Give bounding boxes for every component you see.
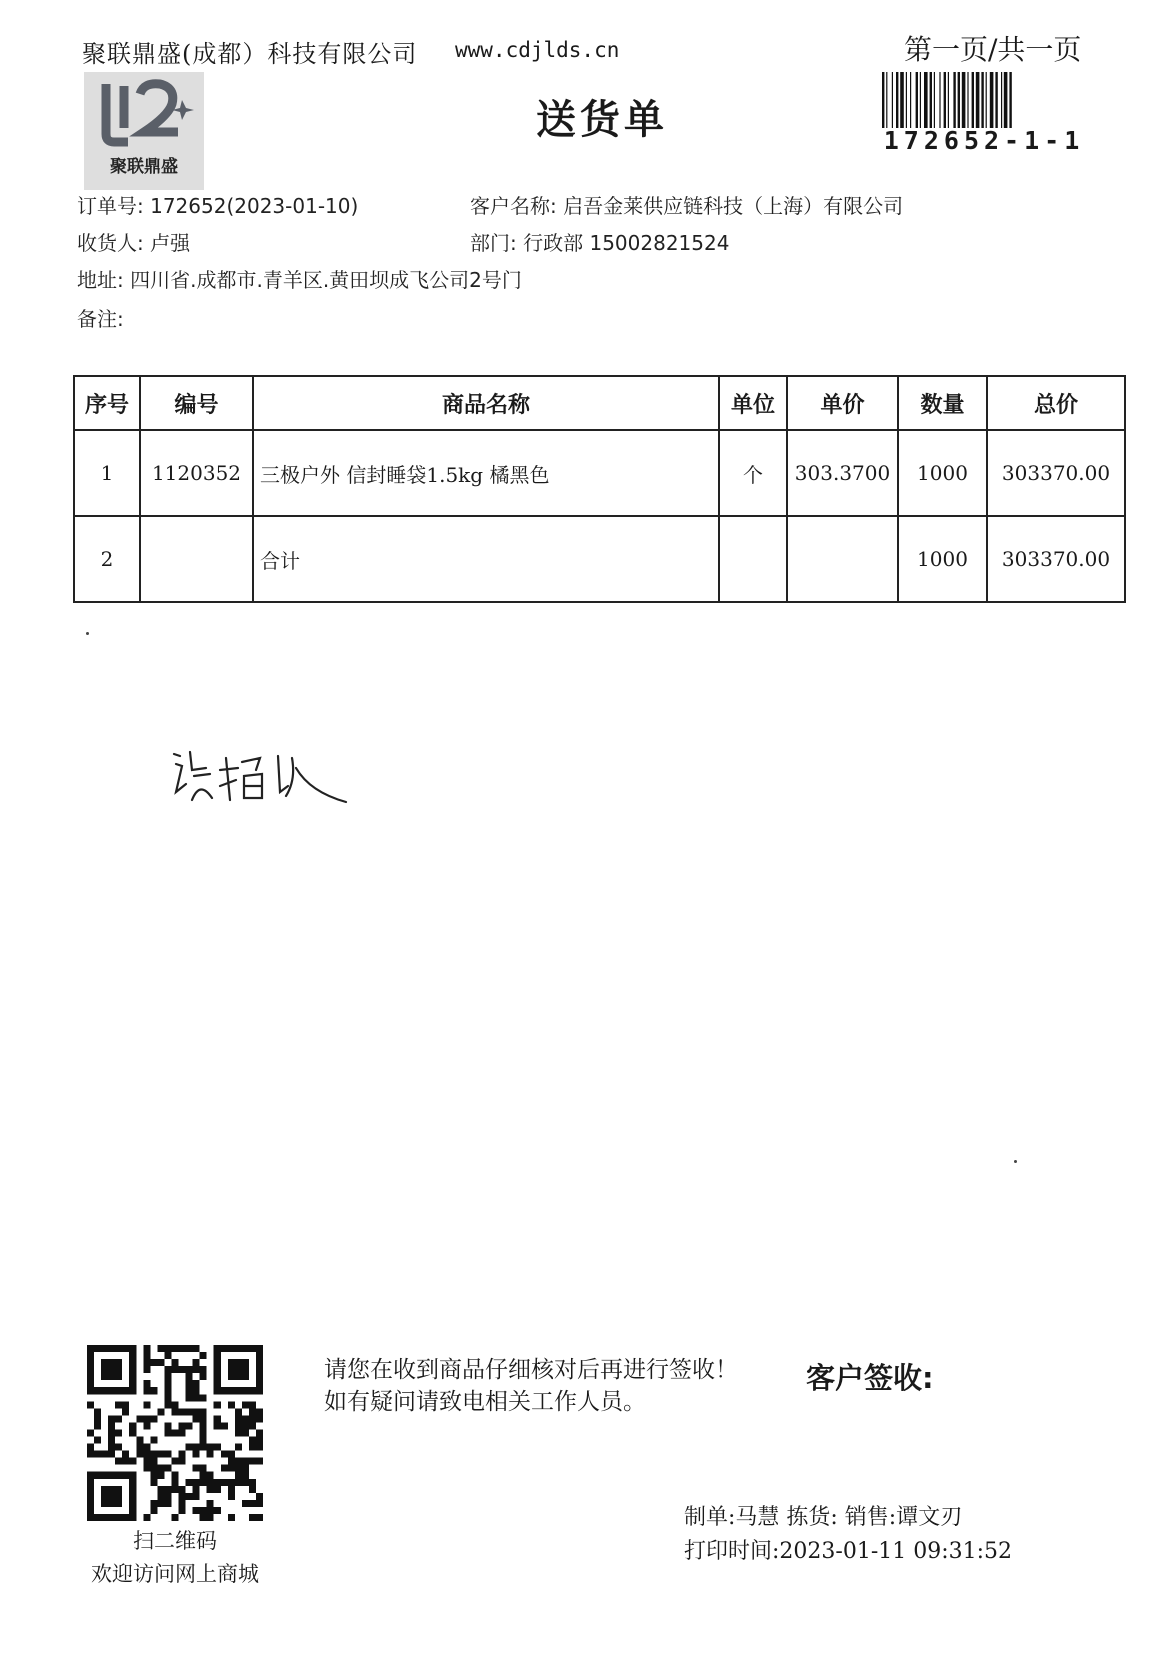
qr-module <box>122 1408 129 1415</box>
qr-module <box>193 1387 200 1394</box>
qr-module <box>150 1472 157 1479</box>
qr-module <box>242 1465 249 1472</box>
barcode-bar <box>967 72 968 128</box>
qr-module <box>157 1345 164 1352</box>
qr-module <box>186 1408 193 1415</box>
qr-module <box>108 1429 115 1436</box>
table-row-total <box>74 516 1125 602</box>
qr-caption-line-1: 扫二维码 <box>133 1529 217 1553</box>
qr-module <box>87 1451 94 1458</box>
barcode-bar <box>896 72 898 128</box>
address-label: 地址: <box>77 268 124 292</box>
qr-module <box>221 1451 228 1458</box>
qr-module <box>129 1429 136 1436</box>
qr-module <box>164 1380 171 1387</box>
qr-module <box>143 1345 150 1352</box>
qr-module <box>129 1458 136 1465</box>
qr-module <box>171 1486 178 1493</box>
print-time: 打印时间:2023-01-11 09:31:52 <box>684 1539 1013 1564</box>
qr-module <box>164 1387 171 1394</box>
qr-module <box>193 1394 200 1401</box>
qr-module <box>87 1401 94 1408</box>
qr-module <box>193 1451 200 1458</box>
cell-code: 1120352 <box>140 430 253 516</box>
qr-module <box>164 1345 171 1352</box>
qr-module <box>235 1465 242 1472</box>
qr-module <box>256 1493 263 1500</box>
qr-module <box>214 1486 221 1493</box>
qr-module <box>193 1479 200 1486</box>
qr-module <box>122 1458 129 1465</box>
qr-module <box>193 1366 200 1373</box>
qr-module <box>235 1408 242 1415</box>
qr-module <box>242 1422 249 1429</box>
qr-module <box>94 1451 101 1458</box>
barcode-bar <box>892 72 893 128</box>
receipt-notice: 请您在收到商品仔细核对后再进行签收！如有疑问请致电相关工作人员。 <box>324 1357 738 1415</box>
qr-module <box>193 1507 200 1514</box>
qr-module <box>171 1429 178 1436</box>
barcode <box>880 72 1088 128</box>
order-label: 订单号: <box>77 194 144 218</box>
qr-module <box>200 1507 207 1514</box>
qr-module <box>136 1444 143 1451</box>
qr-module <box>171 1514 178 1521</box>
qr-module <box>249 1514 256 1521</box>
scan-speck <box>86 632 89 635</box>
qr-module <box>171 1366 178 1373</box>
header-product-name: 商品名称 <box>253 376 719 430</box>
qr-module <box>150 1437 157 1444</box>
cell-product-name: 三极户外 信封睡袋1.5kg 橘黑色 <box>253 430 719 516</box>
qr-module <box>235 1472 242 1479</box>
qr-module <box>164 1352 171 1359</box>
qr-module <box>171 1345 178 1352</box>
qr-module <box>150 1458 157 1465</box>
qr-module <box>136 1437 143 1444</box>
qr-module <box>200 1514 207 1521</box>
qr-module <box>164 1422 171 1429</box>
qr-module <box>129 1422 136 1429</box>
qr-module <box>221 1422 228 1429</box>
qr-module <box>171 1359 178 1366</box>
header-unit-price: 单价 <box>787 376 898 430</box>
barcode-bar <box>990 72 994 128</box>
qr-module <box>143 1444 150 1451</box>
qr-module <box>164 1465 171 1472</box>
logo-text: 聚联鼎盛 <box>110 157 178 177</box>
qr-module <box>207 1479 214 1486</box>
qr-module <box>186 1422 193 1429</box>
qr-module <box>115 1458 122 1465</box>
barcode-bar <box>924 72 928 128</box>
qr-module <box>115 1429 122 1436</box>
qr-module <box>249 1401 256 1408</box>
barcode-bar <box>886 72 887 128</box>
qr-module <box>214 1444 221 1451</box>
qr-module <box>256 1415 263 1422</box>
qr-module <box>157 1465 164 1472</box>
qr-module <box>249 1500 256 1507</box>
header-seq: 序号 <box>74 376 140 430</box>
qr-module <box>256 1458 263 1465</box>
qr-module <box>143 1458 150 1465</box>
barcode-bar <box>962 72 966 128</box>
qr-module <box>242 1401 249 1408</box>
qr-module <box>108 1437 115 1444</box>
qr-module <box>179 1429 186 1436</box>
qr-module <box>150 1465 157 1472</box>
qr-module <box>179 1451 186 1458</box>
qr-module <box>164 1493 171 1500</box>
qr-module <box>150 1451 157 1458</box>
qr-module <box>228 1458 235 1465</box>
qr-module <box>87 1444 94 1451</box>
qr-module <box>186 1366 193 1373</box>
remark-label: 备注: <box>77 307 124 331</box>
barcode-bar <box>920 72 921 128</box>
barcode-bar <box>953 72 955 128</box>
cell-seq: 1 <box>74 430 140 516</box>
qr-module <box>94 1408 101 1415</box>
cell-unit: 个 <box>719 430 787 516</box>
qr-module <box>249 1444 256 1451</box>
qr-module <box>200 1352 207 1359</box>
customer-value: 启吾金莱供应链科技（上海）有限公司 <box>563 194 904 218</box>
qr-module <box>214 1479 221 1486</box>
qr-module <box>157 1493 164 1500</box>
qr-module <box>200 1366 207 1373</box>
qr-module <box>115 1415 122 1422</box>
cell-product-name: 合计 <box>253 516 719 602</box>
qr-module <box>143 1415 150 1422</box>
qr-module <box>143 1366 150 1373</box>
qr-module <box>193 1493 200 1500</box>
qr-module <box>235 1415 242 1422</box>
qr-module <box>193 1415 200 1422</box>
department-value: 行政部 15002821524 <box>523 231 730 255</box>
qr-module <box>228 1479 235 1486</box>
staff-line: 制单:马慧 拣货: 销售:谭文刃 <box>684 1505 963 1530</box>
handwritten-signature <box>170 740 350 810</box>
qr-module <box>207 1514 214 1521</box>
page-indicator: 第一页/共一页 <box>904 33 1082 66</box>
cell-quantity: 1000 <box>898 516 987 602</box>
qr-module <box>157 1500 164 1507</box>
qr-code <box>87 1345 263 1521</box>
qr-module <box>143 1451 150 1458</box>
qr-module <box>164 1500 171 1507</box>
qr-module <box>171 1458 178 1465</box>
qr-module <box>256 1514 263 1521</box>
qr-module <box>242 1472 249 1479</box>
qr-module <box>193 1380 200 1387</box>
qr-module <box>157 1486 164 1493</box>
qr-module <box>193 1359 200 1366</box>
barcode-bar <box>910 72 911 128</box>
barcode-bar <box>1001 72 1002 128</box>
qr-module <box>179 1422 186 1429</box>
qr-module <box>193 1465 200 1472</box>
barcode-bar <box>882 72 884 128</box>
customer-label: 客户名称: <box>470 194 557 218</box>
qr-module <box>207 1486 214 1493</box>
qr-module <box>143 1380 150 1387</box>
qr-module <box>122 1401 129 1408</box>
header-unit: 单位 <box>719 376 787 430</box>
qr-module <box>235 1429 242 1436</box>
qr-module <box>193 1486 200 1493</box>
cell-total: 303370.00 <box>987 516 1125 602</box>
qr-module <box>136 1415 143 1422</box>
receiver-value: 卢强 <box>150 231 191 255</box>
qr-module <box>242 1479 249 1486</box>
department <box>470 227 729 256</box>
qr-module <box>157 1472 164 1479</box>
qr-module <box>228 1514 235 1521</box>
cell-total: 303370.00 <box>987 430 1125 516</box>
qr-module <box>143 1352 150 1359</box>
qr-module <box>94 1415 101 1422</box>
qr-module <box>214 1401 221 1408</box>
qr-module <box>171 1408 178 1415</box>
qr-module <box>207 1507 214 1514</box>
qr-module <box>143 1359 150 1366</box>
logo-mark-icon <box>84 72 204 152</box>
header-quantity: 数量 <box>898 376 987 430</box>
qr-module <box>207 1444 214 1451</box>
address-value: 四川省.成都市.青羊区.黄田坝成飞公司2号门 <box>130 268 522 292</box>
barcode-number: 172652-1-1 <box>883 126 1085 155</box>
qr-module <box>157 1451 164 1458</box>
qr-module <box>108 1444 115 1451</box>
qr-module <box>171 1472 178 1479</box>
qr-module <box>200 1472 207 1479</box>
qr-module <box>179 1500 186 1507</box>
barcode-bar <box>939 72 940 128</box>
company-website: www.cdjlds.cn <box>455 38 620 62</box>
qr-module <box>242 1458 249 1465</box>
qr-module <box>249 1479 256 1486</box>
barcode-bar <box>995 72 997 128</box>
qr-caption <box>70 1525 280 1591</box>
qr-module <box>94 1422 101 1429</box>
qr-module <box>200 1429 207 1436</box>
qr-module <box>256 1444 263 1451</box>
qr-module <box>186 1394 193 1401</box>
barcode-bar <box>934 72 935 128</box>
qr-module <box>150 1500 157 1507</box>
qr-module <box>228 1486 235 1493</box>
qr-module <box>143 1401 150 1408</box>
qr-module <box>186 1345 193 1352</box>
customer-sign-label: 客户签收: <box>806 1361 934 1395</box>
qr-module <box>143 1422 150 1429</box>
items-table <box>73 375 1126 603</box>
qr-module <box>164 1373 171 1380</box>
qr-module <box>150 1507 157 1514</box>
qr-module <box>235 1479 242 1486</box>
barcode-bar <box>981 72 983 128</box>
barcode-bar <box>906 72 907 128</box>
qr-module <box>179 1408 186 1415</box>
barcode-bar <box>1009 72 1011 128</box>
qr-module <box>150 1479 157 1486</box>
qr-module <box>186 1373 193 1380</box>
qr-module <box>193 1444 200 1451</box>
qr-module <box>228 1493 235 1500</box>
cell-unit-price: 303.3700 <box>787 430 898 516</box>
qr-module <box>242 1429 249 1436</box>
qr-module <box>256 1500 263 1507</box>
qr-module <box>164 1429 171 1436</box>
barcode-bar <box>986 72 987 128</box>
company-name: 聚联鼎盛(成都）科技有限公司 <box>82 40 418 68</box>
qr-module <box>193 1408 200 1415</box>
company-logo <box>84 72 204 190</box>
qr-module <box>207 1451 214 1458</box>
order-number <box>77 190 358 219</box>
barcode-bar <box>944 72 946 128</box>
qr-module <box>150 1415 157 1422</box>
qr-module <box>122 1451 129 1458</box>
qr-module <box>186 1493 193 1500</box>
qr-module <box>179 1507 186 1514</box>
qr-module <box>179 1458 186 1465</box>
qr-module <box>228 1465 235 1472</box>
qr-module <box>207 1472 214 1479</box>
qr-module <box>242 1415 249 1422</box>
barcode-bar <box>948 72 949 128</box>
cell-unit <box>719 516 787 602</box>
qr-module <box>94 1437 101 1444</box>
cell-unit-price <box>787 516 898 602</box>
barcode-bar <box>958 72 960 128</box>
qr-module <box>200 1479 207 1486</box>
table-header-row <box>74 376 1125 430</box>
qr-module <box>171 1401 178 1408</box>
qr-module <box>200 1408 207 1415</box>
customer-name <box>470 190 903 219</box>
qr-module <box>171 1479 178 1486</box>
cell-seq: 2 <box>74 516 140 602</box>
document-title: 送货单 <box>536 97 668 143</box>
qr-module <box>164 1366 171 1373</box>
table-row <box>74 430 1125 516</box>
barcode-bar <box>1004 72 1008 128</box>
qr-module <box>228 1451 235 1458</box>
qr-module <box>235 1444 242 1451</box>
qr-module <box>200 1444 207 1451</box>
qr-module <box>235 1458 242 1465</box>
qr-module <box>108 1451 115 1458</box>
remark <box>77 303 124 332</box>
qr-module <box>143 1387 150 1394</box>
qr-module <box>157 1359 164 1366</box>
qr-module <box>249 1415 256 1422</box>
qr-module <box>143 1465 150 1472</box>
qr-module <box>256 1408 263 1415</box>
qr-module <box>179 1493 186 1500</box>
qr-module <box>200 1394 207 1401</box>
qr-module <box>193 1345 200 1352</box>
qr-caption-line-2: 欢迎访问网上商城 <box>91 1562 259 1586</box>
qr-module <box>150 1387 157 1394</box>
barcode-bar <box>930 72 932 128</box>
qr-module <box>200 1422 207 1429</box>
qr-module <box>157 1408 164 1415</box>
qr-module <box>235 1422 242 1429</box>
qr-module <box>164 1451 171 1458</box>
qr-module <box>115 1444 122 1451</box>
qr-module <box>200 1415 207 1422</box>
cell-quantity: 1000 <box>898 430 987 516</box>
qr-module <box>228 1401 235 1408</box>
qr-module <box>108 1422 115 1429</box>
qr-module <box>164 1401 171 1408</box>
cell-code <box>140 516 253 602</box>
order-value: 172652(2023-01-10) <box>150 194 359 218</box>
qr-module <box>101 1451 108 1458</box>
qr-module <box>249 1422 256 1429</box>
qr-module <box>221 1465 228 1472</box>
barcode-bar <box>900 72 904 128</box>
barcode-bar <box>976 72 980 128</box>
barcode-bar <box>972 72 974 128</box>
address <box>77 264 522 293</box>
department-label: 部门: <box>470 231 517 255</box>
qr-module <box>164 1486 171 1493</box>
qr-module <box>221 1479 228 1486</box>
qr-module <box>214 1415 221 1422</box>
qr-module <box>87 1429 94 1436</box>
qr-module <box>214 1507 221 1514</box>
qr-module <box>186 1387 193 1394</box>
qr-module <box>256 1429 263 1436</box>
header-code: 编号 <box>140 376 253 430</box>
qr-module <box>150 1359 157 1366</box>
qr-module <box>108 1415 115 1422</box>
qr-module <box>179 1486 186 1493</box>
qr-module <box>115 1401 122 1408</box>
qr-module <box>249 1408 256 1415</box>
qr-module <box>186 1380 193 1387</box>
qr-module <box>256 1437 263 1444</box>
receiver <box>77 227 190 256</box>
header-total: 总价 <box>987 376 1125 430</box>
qr-module <box>136 1451 143 1458</box>
qr-module <box>249 1458 256 1465</box>
qr-module <box>200 1437 207 1444</box>
qr-module <box>179 1366 186 1373</box>
qr-module <box>249 1486 256 1493</box>
qr-module <box>143 1514 150 1521</box>
qr-module <box>186 1444 193 1451</box>
scan-speck <box>1014 1160 1017 1163</box>
qr-module <box>179 1345 186 1352</box>
qr-module <box>207 1500 214 1507</box>
receiver-label: 收货人: <box>77 231 144 255</box>
qr-module <box>186 1479 193 1486</box>
qr-module <box>164 1394 171 1401</box>
qr-module <box>214 1422 221 1429</box>
qr-module <box>242 1500 249 1507</box>
barcode-bar <box>916 72 918 128</box>
qr-module <box>200 1465 207 1472</box>
qr-module <box>200 1373 207 1380</box>
qr-module <box>249 1437 256 1444</box>
